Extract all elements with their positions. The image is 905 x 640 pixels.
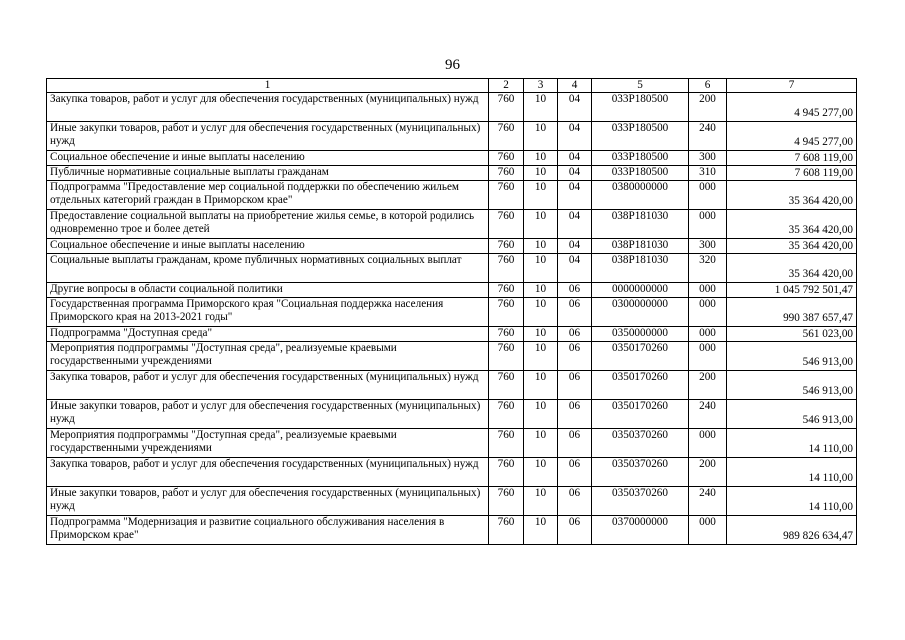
code-cell: 760 — [489, 283, 524, 298]
amount-value: 14 110,00 — [808, 443, 853, 455]
row-name-cell: Другие вопросы в области социальной политики — [47, 283, 489, 298]
code-cell: 033P180500 — [592, 151, 689, 166]
row-name-cell: Предоставление социальной выплаты на приобретение жилья семье, в которой родились одновременно трое и более детей — [47, 210, 489, 239]
code-cell: 04 — [558, 239, 592, 254]
amount-cell — [727, 327, 857, 342]
code-cell: 10 — [524, 487, 558, 516]
code-cell: 0350170260 — [592, 400, 689, 429]
code-cell: 06 — [558, 516, 592, 545]
code-cell: 10 — [524, 371, 558, 400]
column-header: 5 — [592, 79, 689, 93]
row-name-cell: Мероприятия подпрограммы "Доступная среда", реализуемые краевыми государственными учреждениями — [47, 429, 489, 458]
table-row — [47, 458, 857, 487]
amount-value: 989 826 634,47 — [783, 530, 853, 542]
amount-value: 35 364 420,00 — [788, 195, 853, 207]
code-cell: 038P181030 — [592, 254, 689, 283]
code-cell: 038P181030 — [592, 210, 689, 239]
code-cell: 0350000000 — [592, 327, 689, 342]
code-cell: 0370000000 — [592, 516, 689, 545]
column-header: 3 — [524, 79, 558, 93]
amount-value: 7 608 119,00 — [794, 167, 853, 179]
code-cell: 06 — [558, 458, 592, 487]
code-cell: 10 — [524, 429, 558, 458]
row-name-cell: Мероприятия подпрограммы "Доступная среда", реализуемые краевыми государственными учреждениями — [47, 342, 489, 371]
amount-value: 990 387 657,47 — [783, 312, 853, 324]
code-cell: 06 — [558, 371, 592, 400]
code-cell: 10 — [524, 122, 558, 151]
code-cell: 000 — [689, 283, 727, 298]
code-cell: 04 — [558, 122, 592, 151]
row-name-cell: Подпрограмма "Модернизация и развитие социального обслуживания населения в Приморском крае" — [47, 516, 489, 545]
amount-cell — [727, 283, 857, 298]
column-header: 7 — [727, 79, 857, 93]
code-cell: 033P180500 — [592, 122, 689, 151]
code-cell: 760 — [489, 254, 524, 283]
code-cell: 10 — [524, 181, 558, 210]
code-cell: 310 — [689, 166, 727, 181]
code-cell: 300 — [689, 239, 727, 254]
code-cell: 033P180500 — [592, 93, 689, 122]
code-cell: 0300000000 — [592, 298, 689, 327]
code-cell: 760 — [489, 371, 524, 400]
amount-cell — [727, 458, 857, 487]
amount-cell — [727, 122, 857, 151]
column-header: 2 — [489, 79, 524, 93]
code-cell: 10 — [524, 458, 558, 487]
row-name-cell: Социальное обеспечение и иные выплаты населению — [47, 239, 489, 254]
code-cell: 04 — [558, 166, 592, 181]
code-cell: 000 — [689, 342, 727, 371]
code-cell: 000 — [689, 429, 727, 458]
amount-value: 4 945 277,00 — [794, 136, 853, 148]
code-cell: 320 — [689, 254, 727, 283]
column-header: 1 — [47, 79, 489, 93]
amount-cell — [727, 93, 857, 122]
code-cell: 760 — [489, 342, 524, 371]
amount-value: 4 945 277,00 — [794, 107, 853, 119]
code-cell: 0350370260 — [592, 487, 689, 516]
table-row — [47, 122, 857, 151]
table-row — [47, 181, 857, 210]
amount-value: 546 913,00 — [802, 356, 853, 368]
amount-value: 561 023,00 — [802, 328, 853, 340]
amount-value: 35 364 420,00 — [788, 224, 853, 236]
code-cell: 240 — [689, 487, 727, 516]
code-cell: 760 — [489, 93, 524, 122]
code-cell: 10 — [524, 210, 558, 239]
code-cell: 760 — [489, 458, 524, 487]
code-cell: 06 — [558, 400, 592, 429]
code-cell: 000 — [689, 181, 727, 210]
code-cell: 10 — [524, 151, 558, 166]
table-row — [47, 166, 857, 181]
table-row — [47, 342, 857, 371]
code-cell: 10 — [524, 516, 558, 545]
amount-cell — [727, 210, 857, 239]
amount-cell — [727, 239, 857, 254]
amount-cell — [727, 342, 857, 371]
table-row — [47, 151, 857, 166]
row-name-cell: Закупка товаров, работ и услуг для обеспечения государственных (муниципальных) нужд — [47, 371, 489, 400]
amount-cell — [727, 166, 857, 181]
code-cell: 10 — [524, 254, 558, 283]
code-cell: 760 — [489, 429, 524, 458]
row-name-cell: Государственная программа Приморского края "Социальная поддержка населения Приморского края на 2013-2021 годы" — [47, 298, 489, 327]
header-row — [47, 79, 857, 93]
amount-cell — [727, 516, 857, 545]
table-row — [47, 239, 857, 254]
code-cell: 200 — [689, 93, 727, 122]
row-name-cell: Иные закупки товаров, работ и услуг для обеспечения государственных (муниципальных) нужд — [47, 400, 489, 429]
amount-value: 546 913,00 — [802, 385, 853, 397]
row-name-cell: Социальное обеспечение и иные выплаты населению — [47, 151, 489, 166]
code-cell: 10 — [524, 93, 558, 122]
code-cell: 10 — [524, 166, 558, 181]
amount-value: 546 913,00 — [802, 414, 853, 426]
code-cell: 06 — [558, 429, 592, 458]
code-cell: 0000000000 — [592, 283, 689, 298]
row-name-cell: Подпрограмма "Предоставление мер социальной поддержки по обеспечению жильем отдельных категорий граждан в Приморском крае" — [47, 181, 489, 210]
code-cell: 760 — [489, 239, 524, 254]
table-row — [47, 429, 857, 458]
amount-value: 35 364 420,00 — [788, 268, 853, 280]
code-cell: 000 — [689, 516, 727, 545]
table-row — [47, 93, 857, 122]
code-cell: 240 — [689, 122, 727, 151]
code-cell: 10 — [524, 342, 558, 371]
row-name-cell: Иные закупки товаров, работ и услуг для обеспечения государственных (муниципальных) нужд — [47, 487, 489, 516]
table-row — [47, 371, 857, 400]
code-cell: 0380000000 — [592, 181, 689, 210]
code-cell: 10 — [524, 283, 558, 298]
amount-cell — [727, 181, 857, 210]
row-name-cell: Социальные выплаты гражданам, кроме публичных нормативных социальных выплат — [47, 254, 489, 283]
code-cell: 033P180500 — [592, 166, 689, 181]
row-name-cell: Подпрограмма "Доступная среда" — [47, 327, 489, 342]
amount-cell — [727, 151, 857, 166]
table-row — [47, 400, 857, 429]
code-cell: 760 — [489, 151, 524, 166]
amount-value: 14 110,00 — [808, 501, 853, 513]
code-cell: 10 — [524, 400, 558, 429]
code-cell: 300 — [689, 151, 727, 166]
amount-value: 14 110,00 — [808, 472, 853, 484]
code-cell: 760 — [489, 210, 524, 239]
code-cell: 04 — [558, 254, 592, 283]
code-cell: 06 — [558, 298, 592, 327]
code-cell: 760 — [489, 181, 524, 210]
table-row — [47, 210, 857, 239]
code-cell: 06 — [558, 342, 592, 371]
code-cell: 04 — [558, 181, 592, 210]
column-header: 4 — [558, 79, 592, 93]
amount-cell — [727, 371, 857, 400]
amount-cell — [727, 254, 857, 283]
code-cell: 760 — [489, 516, 524, 545]
table-row — [47, 327, 857, 342]
code-cell: 240 — [689, 400, 727, 429]
column-header: 6 — [689, 79, 727, 93]
amount-value: 1 045 792 501,47 — [774, 284, 853, 296]
code-cell: 0350370260 — [592, 429, 689, 458]
code-cell: 000 — [689, 298, 727, 327]
code-cell: 0350170260 — [592, 371, 689, 400]
code-cell: 760 — [489, 327, 524, 342]
code-cell: 04 — [558, 210, 592, 239]
code-cell: 760 — [489, 122, 524, 151]
row-name-cell: Закупка товаров, работ и услуг для обеспечения государственных (муниципальных) нужд — [47, 93, 489, 122]
code-cell: 760 — [489, 298, 524, 327]
code-cell: 200 — [689, 458, 727, 487]
code-cell: 06 — [558, 283, 592, 298]
code-cell: 000 — [689, 327, 727, 342]
code-cell: 04 — [558, 151, 592, 166]
table-row — [47, 254, 857, 283]
code-cell: 06 — [558, 487, 592, 516]
amount-cell — [727, 487, 857, 516]
amount-cell — [727, 400, 857, 429]
amount-cell — [727, 429, 857, 458]
table-row — [47, 516, 857, 545]
row-name-cell: Публичные нормативные социальные выплаты гражданам — [47, 166, 489, 181]
code-cell: 760 — [489, 400, 524, 429]
amount-value: 35 364 420,00 — [788, 240, 853, 252]
code-cell: 10 — [524, 327, 558, 342]
row-name-cell: Иные закупки товаров, работ и услуг для обеспечения государственных (муниципальных) нужд — [47, 122, 489, 151]
code-cell: 06 — [558, 327, 592, 342]
row-name-cell: Закупка товаров, работ и услуг для обеспечения государственных (муниципальных) нужд — [47, 458, 489, 487]
amount-value: 7 608 119,00 — [794, 152, 853, 164]
table-row — [47, 283, 857, 298]
code-cell: 10 — [524, 239, 558, 254]
amount-cell — [727, 298, 857, 327]
code-cell: 10 — [524, 298, 558, 327]
table-row — [47, 487, 857, 516]
code-cell: 760 — [489, 487, 524, 516]
budget-table — [46, 78, 857, 545]
page-number: 96 — [445, 57, 460, 73]
code-cell: 200 — [689, 371, 727, 400]
code-cell: 04 — [558, 93, 592, 122]
code-cell: 760 — [489, 166, 524, 181]
code-cell: 0350170260 — [592, 342, 689, 371]
code-cell: 000 — [689, 210, 727, 239]
code-cell: 038P181030 — [592, 239, 689, 254]
code-cell: 0350370260 — [592, 458, 689, 487]
table-row — [47, 298, 857, 327]
